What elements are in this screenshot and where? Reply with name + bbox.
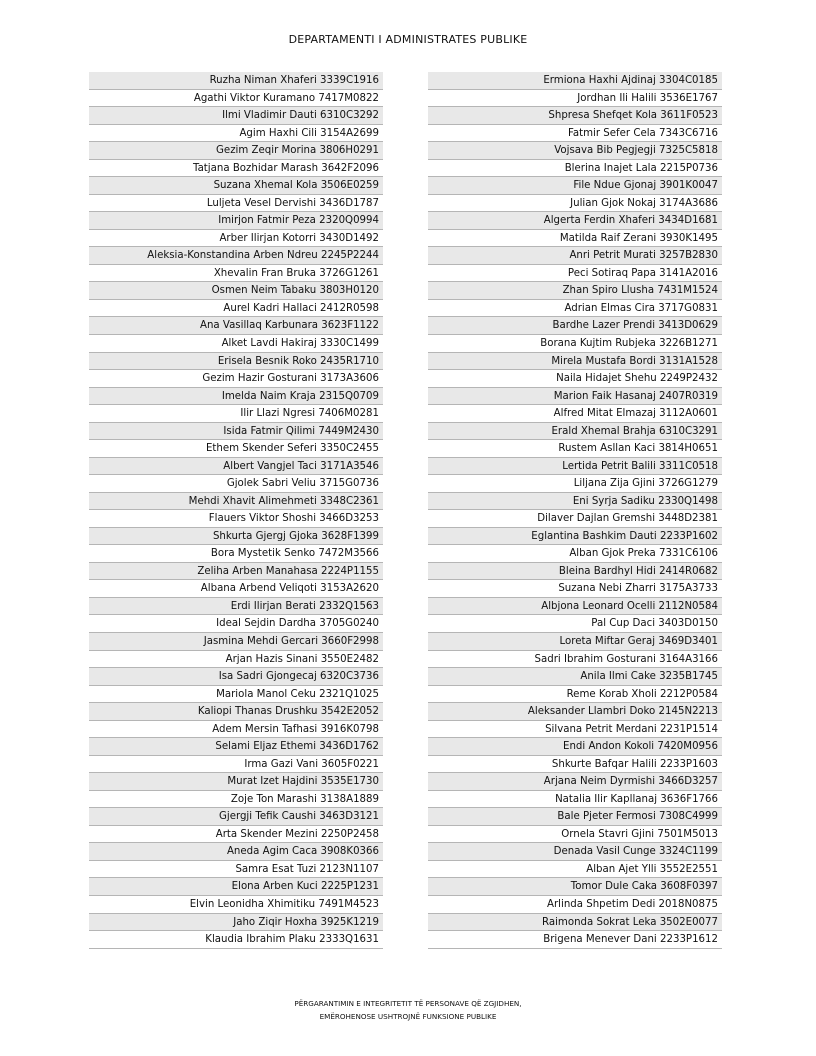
list-item: Eni Syrja Sadiku 2330Q1498	[428, 493, 722, 511]
list-item: Raimonda Sokrat Leka 3502E0077	[428, 914, 722, 932]
list-item: Erald Xhemal Brahja 6310C3291	[428, 423, 722, 441]
list-item: Flauers Viktor Shoshi 3466D3253	[89, 510, 383, 528]
list-item: Albana Arbend Veliqoti 3153A2620	[89, 580, 383, 598]
list-item: Eglantina Bashkim Dauti 2233P1602	[428, 528, 722, 546]
list-item: Gezim Hazir Gosturani 3173A3606	[89, 370, 383, 388]
list-item: Anri Petrit Murati 3257B2830	[428, 247, 722, 265]
list-item: Alfred Mitat Elmazaj 3112A0601	[428, 405, 722, 423]
list-item: Ermiona Haxhi Ajdinaj 3304C0185	[428, 72, 722, 90]
list-item: Vojsava Bib Pegjegji 7325C5818	[428, 142, 722, 160]
list-item: Xhevalin Fran Bruka 3726G1261	[89, 265, 383, 283]
list-item: Bardhe Lazer Prendi 3413D0629	[428, 317, 722, 335]
list-item: Kaliopi Thanas Drushku 3542E2052	[89, 703, 383, 721]
list-item: Bora Mystetik Senko 7472M3566	[89, 545, 383, 563]
list-item: Ideal Sejdin Dardha 3705G0240	[89, 615, 383, 633]
list-item: Suzana Nebi Zharri 3175A3733	[428, 580, 722, 598]
list-item: Tomor Dule Caka 3608F0397	[428, 878, 722, 896]
list-item: Ilmi Vladimir Dauti 6310C3292	[89, 107, 383, 125]
list-item: Jasmina Mehdi Gercari 3660F2998	[89, 633, 383, 651]
list-item: Borana Kujtim Rubjeka 3226B1271	[428, 335, 722, 353]
list-item: Arjana Neim Dyrmishi 3466D3257	[428, 773, 722, 791]
list-item: Osmen Neim Tabaku 3803H0120	[89, 282, 383, 300]
list-item: Murat Izet Hajdini 3535E1730	[89, 773, 383, 791]
list-item: Pal Cup Daci 3403D0150	[428, 615, 722, 633]
list-item: Arjan Hazis Sinani 3550E2482	[89, 651, 383, 669]
list-item: Alban Gjok Preka 7331C6106	[428, 545, 722, 563]
list-item: Klaudia Ibrahim Plaku 2333Q1631	[89, 931, 383, 949]
list-item: Dilaver Dajlan Gremshi 3448D2381	[428, 510, 722, 528]
list-item: Anila Ilmi Cake 3235B1745	[428, 668, 722, 686]
list-item: Agim Haxhi Cili 3154A2699	[89, 125, 383, 143]
list-item: Alket Lavdi Hakiraj 3330C1499	[89, 335, 383, 353]
left-name-list	[89, 72, 383, 949]
list-item: Isida Fatmir Qilimi 7449M2430	[89, 423, 383, 441]
list-item: Irma Gazi Vani 3605F0221	[89, 756, 383, 774]
list-item: Jordhan Ili Halili 3536E1767	[428, 90, 722, 108]
list-item: Liljana Zija Gjini 3726G1279	[428, 475, 722, 493]
list-item: Endi Andon Kokoli 7420M0956	[428, 738, 722, 756]
list-item: Ilir Llazi Ngresi 7406M0281	[89, 405, 383, 423]
list-item: Adrian Elmas Cira 3717G0831	[428, 300, 722, 318]
list-item: Aneda Agim Caca 3908K0366	[89, 843, 383, 861]
list-item: Mariola Manol Ceku 2321Q1025	[89, 686, 383, 704]
list-item: Suzana Xhemal Kola 3506E0259	[89, 177, 383, 195]
list-item: Peci Sotiraq Papa 3141A2016	[428, 265, 722, 283]
list-item: Adem Mersin Tafhasi 3916K0798	[89, 721, 383, 739]
page-title: DEPARTAMENTI I ADMINISTRATES PUBLIKE	[288, 33, 528, 46]
list-item: Loreta Miftar Geraj 3469D3401	[428, 633, 722, 651]
list-item: Zhan Spiro Llusha 7431M1524	[428, 282, 722, 300]
footer-line-1: PËRGARANTIMIN E INTEGRITETIT TË PERSONAVE QË ZGJIDHEN,	[294, 999, 522, 1008]
list-item: Elona Arben Kuci 2225P1231	[89, 878, 383, 896]
list-item: Zeliha Arben Manahasa 2224P1155	[89, 563, 383, 581]
list-item: Mehdi Xhavit Alimehmeti 3348C2361	[89, 493, 383, 511]
list-item: Rustem Asllan Kaci 3814H0651	[428, 440, 722, 458]
list-item: Denada Vasil Cunge 3324C1199	[428, 843, 722, 861]
list-item: Matilda Raif Zerani 3930K1495	[428, 230, 722, 248]
list-item: Ana Vasillaq Karbunara 3623F1122	[89, 317, 383, 335]
list-item: Arber Ilirjan Kotorri 3430D1492	[89, 230, 383, 248]
list-item: Reme Korab Xholi 2212P0584	[428, 686, 722, 704]
list-item: Imelda Naim Kraja 2315Q0709	[89, 388, 383, 406]
list-item: Lertida Petrit Balili 3311C0518	[428, 458, 722, 476]
footer-line-2: EMËROHENOSE USHTROJNË FUNKSIONE PUBLIKE	[319, 1011, 497, 1021]
list-item: Naila Hidajet Shehu 2249P2432	[428, 370, 722, 388]
list-item: Bale Pjeter Fermosi 7308C4999	[428, 808, 722, 826]
list-item: Isa Sadri Gjongecaj 6320C3736	[89, 668, 383, 686]
list-item: Albert Vangjel Taci 3171A3546	[89, 458, 383, 476]
list-item: Imirjon Fatmir Peza 2320Q0994	[89, 212, 383, 230]
list-item: Luljeta Vesel Dervishi 3436D1787	[89, 195, 383, 213]
list-item: Mirela Mustafa Bordi 3131A1528	[428, 353, 722, 371]
list-item: Brigena Menever Dani 2233P1612	[428, 931, 722, 949]
list-item: Shpresa Shefqet Kola 3611F0523	[428, 107, 722, 125]
right-name-list	[428, 72, 722, 949]
list-item: Blerina Inajet Lala 2215P0736	[428, 160, 722, 178]
list-item: Shkurte Bafqar Halili 2233P1603	[428, 756, 722, 774]
list-item: Agathi Viktor Kuramano 7417M0822	[89, 90, 383, 108]
list-item: Erisela Besnik Roko 2435R1710	[89, 353, 383, 371]
list-item: Tatjana Bozhidar Marash 3642F2096	[89, 160, 383, 178]
list-item: Arta Skender Mezini 2250P2458	[89, 826, 383, 844]
list-item: Silvana Petrit Merdani 2231P1514	[428, 721, 722, 739]
list-item: Sadri Ibrahim Gosturani 3164A3166	[428, 651, 722, 669]
list-item: Arlinda Shpetim Dedi 2018N0875	[428, 896, 722, 914]
list-item: Bleina Bardhyl Hidi 2414R0682	[428, 563, 722, 581]
list-item: Aleksia-Konstandina Arben Ndreu 2245P2244	[89, 247, 383, 265]
list-item: Alban Ajet Ylli 3552E2551	[428, 861, 722, 879]
list-item: Algerta Ferdin Xhaferi 3434D1681	[428, 212, 722, 230]
list-item: Julian Gjok Nokaj 3174A3686	[428, 195, 722, 213]
list-item: Ethem Skender Seferi 3350C2455	[89, 440, 383, 458]
list-item: Natalia Ilir Kapllanaj 3636F1766	[428, 791, 722, 809]
list-item: Gjergji Tefik Caushi 3463D3121	[89, 808, 383, 826]
list-item: Jaho Ziqir Hoxha 3925K1219	[89, 914, 383, 932]
list-item: Erdi Ilirjan Berati 2332Q1563	[89, 598, 383, 616]
list-item: Aurel Kadri Hallaci 2412R0598	[89, 300, 383, 318]
list-item: Aleksander Llambri Doko 2145N2213	[428, 703, 722, 721]
list-item: Marion Faik Hasanaj 2407R0319	[428, 388, 722, 406]
list-item: Ornela Stavri Gjini 7501M5013	[428, 826, 722, 844]
list-item: Gezim Zeqir Morina 3806H0291	[89, 142, 383, 160]
list-item: Ruzha Niman Xhaferi 3339C1916	[89, 72, 383, 90]
list-item: Samra Esat Tuzi 2123N1107	[89, 861, 383, 879]
page-footer	[0, 998, 816, 1023]
list-item: Zoje Ton Marashi 3138A1889	[89, 791, 383, 809]
list-item: Albjona Leonard Ocelli 2112N0584	[428, 598, 722, 616]
list-item: Shkurta Gjergj Gjoka 3628F1399	[89, 528, 383, 546]
list-item: File Ndue Gjonaj 3901K0047	[428, 177, 722, 195]
list-item: Selami Eljaz Ethemi 3436D1762	[89, 738, 383, 756]
list-item: Fatmir Sefer Cela 7343C6716	[428, 125, 722, 143]
list-item: Gjolek Sabri Veliu 3715G0736	[89, 475, 383, 493]
list-item: Elvin Leonidha Xhimitiku 7491M4523	[89, 896, 383, 914]
